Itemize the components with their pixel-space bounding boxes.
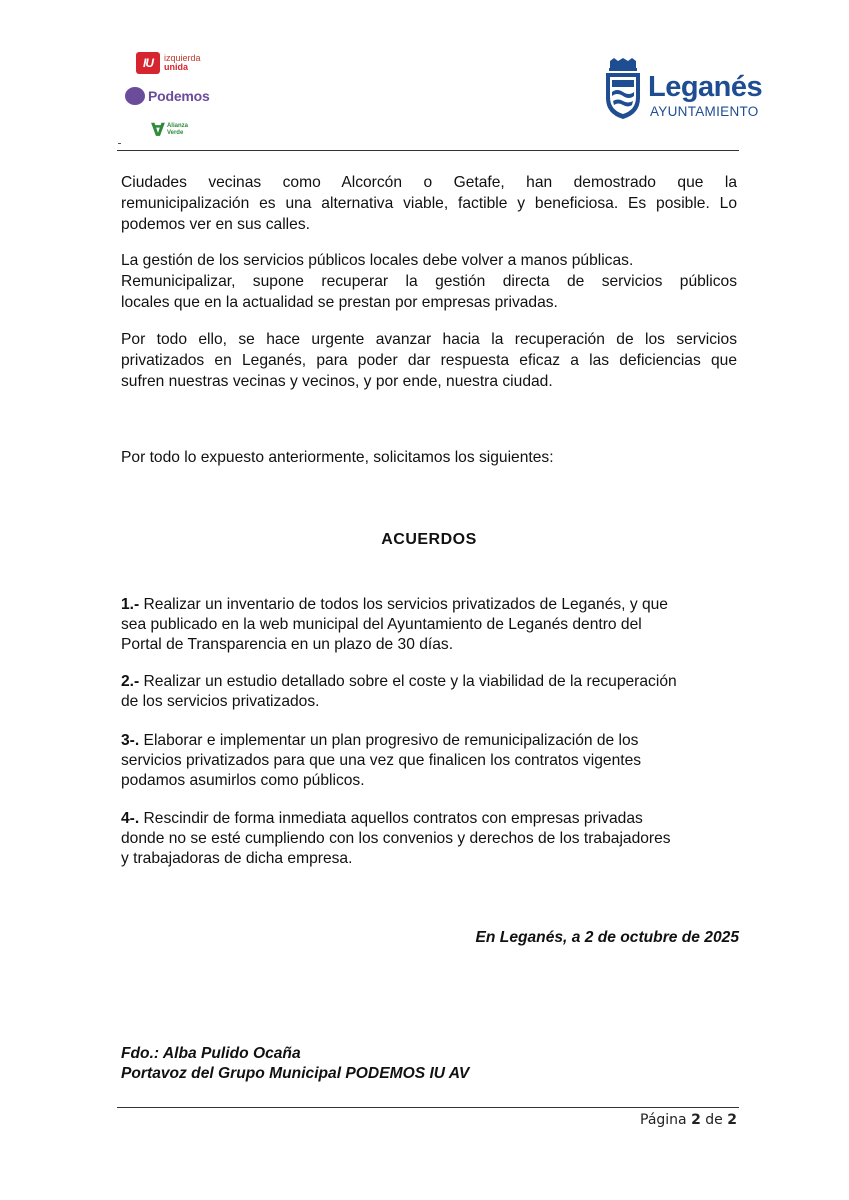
iu-logo-line2: unida bbox=[164, 62, 188, 72]
municipality-subtitle: AYUNTAMIENTO bbox=[650, 104, 759, 119]
paragraph-3: Por todo ello, se hace urgente avanzar hacia la recuperación de los servicios privatizados en Leganés, para poder dar respuesta eficaz a las deficiencias que sufren nuestras vecinas y vecinos, y por ende, nuestra ciudad. bbox=[121, 331, 737, 390]
acuerdo-item-2: 2.- Realizar un estudio detallado sobre el coste y la viabilidad de la recuperación de los servicios privatizados. bbox=[121, 673, 677, 710]
iu-mark-icon: IU bbox=[136, 52, 160, 74]
acuerdo-item-4: 4-. Rescindir de forma inmediata aquellos contratos con empresas privadas donde no se esté cumpliendo con los convenios y derechos de los trabajadores y trabajadoras de dicha empresa. bbox=[121, 810, 671, 867]
alianza-verde-icon: ∀ bbox=[151, 120, 165, 140]
page-number: Página 2 de 2 bbox=[640, 1112, 737, 1128]
paragraph-1: Ciudades vecinas como Alcorcón o Getafe, han demostrado que la remunicipalización es una alternativa viable, factible y beneficiosa. Es posible. Lo podemos ver en sus calles. bbox=[121, 174, 737, 233]
paragraph-4: Por todo lo expuesto anteriormente, solicitamos los siguientes: bbox=[121, 449, 554, 466]
podemos-logo bbox=[125, 87, 210, 105]
podemos-circles-icon bbox=[125, 87, 145, 105]
iu-logo-line1: izquierda bbox=[164, 53, 201, 63]
acuerdo-item-3: 3-. Elaborar e implementar un plan progresivo de remunicipalización de los servicios privatizados para que una vez que finalicen los contratos vigentes podamos asumirlos como públicos. bbox=[121, 732, 642, 789]
signature-name: Fdo.: Alba Pulido Ocaña bbox=[121, 1045, 301, 1062]
av-logo-line1: Alianza bbox=[166, 123, 188, 129]
signature-role: Portavoz del Grupo Municipal PODEMOS IU AV bbox=[121, 1065, 470, 1082]
header-mark bbox=[118, 143, 121, 144]
av-logo-line2: Verde bbox=[166, 130, 184, 136]
podemos-logo-text: Podemos bbox=[148, 88, 210, 104]
header-divider bbox=[117, 150, 739, 151]
alianza-verde-logo bbox=[151, 121, 188, 139]
paragraph-2: La gestión de los servicios públicos locales debe volver a manos públicas. Remunicipalizar, supone recuperar la gestión directa de servicios públicos locales que en la actualidad se prestan por empresas privadas. bbox=[121, 252, 737, 311]
document-date: En Leganés, a 2 de octubre de 2025 bbox=[475, 929, 739, 946]
leganes-shield-icon bbox=[604, 58, 642, 125]
izquierda-unida-logo bbox=[136, 52, 201, 74]
footer-divider bbox=[117, 1107, 739, 1108]
acuerdo-item-1: 1.- Realizar un inventario de todos los servicios privatizados de Leganés, y que sea publicado en la web municipal del Ayuntamiento de Leganés dentro del Portal de Transparencia en un plazo de 30 días. bbox=[121, 596, 668, 653]
municipality-name: Leganés bbox=[648, 71, 763, 103]
acuerdos-heading: ACUERDOS bbox=[381, 531, 477, 548]
